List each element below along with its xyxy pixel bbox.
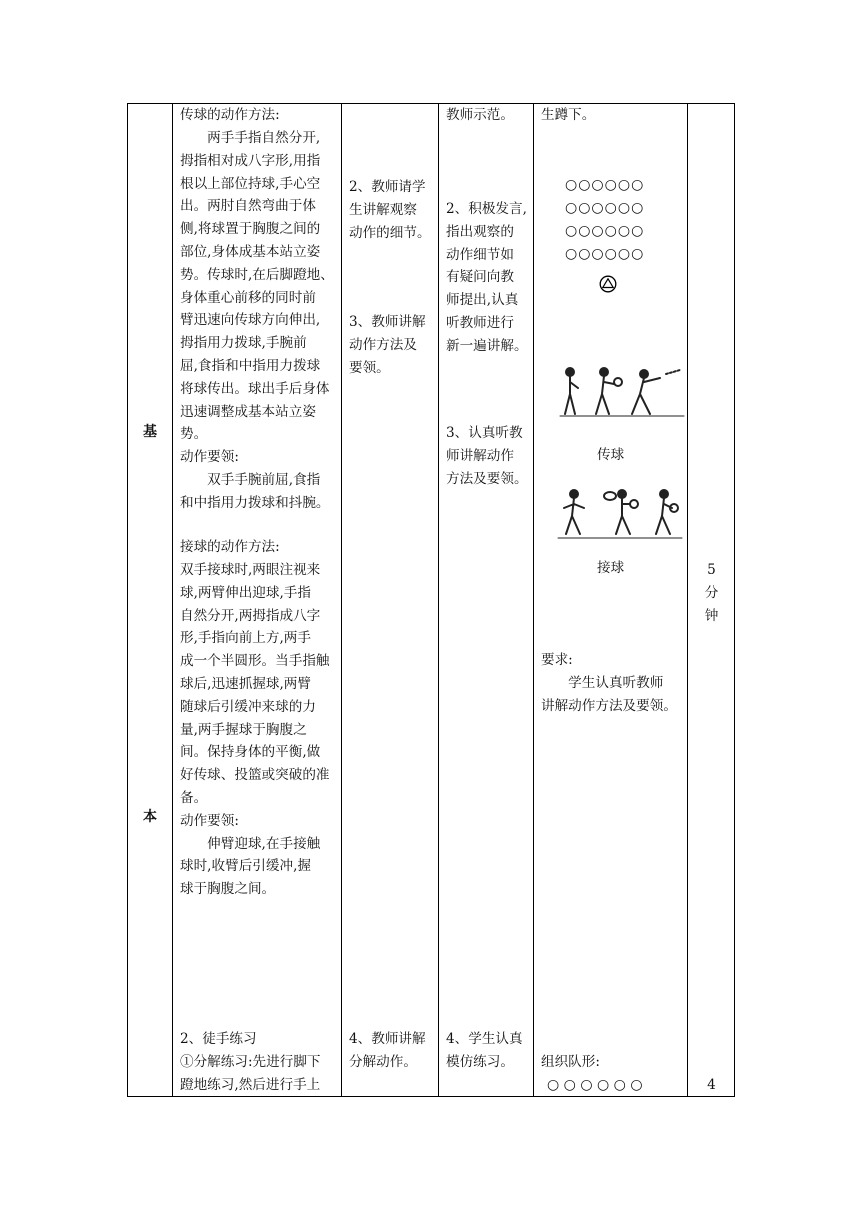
organization-top: 生蹲下。: [541, 107, 596, 123]
catch-method-title: 接球的动作方法:: [180, 539, 280, 555]
pass-method-text: 两手手指自然分开, 拇指相对成八字形,用指 根以上部位持球,手心空 出。两肘自然弯曲于体 侧,将球置于胸腹之间的 部位,身体成基本站立姿 势。传球时,在后脚蹬地、 身体重心前移的同时前 臂迅速向传球方向伸出, 拇指用力拨球,手腕前 屈,食指和中指用力拨球 将球传出。球出手后身体 迅速调整成基本站立姿 势。 动作要领: 双手手腕前屈,食指 和中指用力拨球和抖腕。: [180, 130, 334, 511]
organization-formation-title: 组织队形:: [541, 1054, 600, 1070]
time-allocation: 5 分 钟: [704, 562, 719, 624]
time-allocation-practice: 4: [707, 1077, 716, 1093]
formation-row: ○○○○○○: [565, 177, 645, 193]
catch-illustration: [552, 484, 688, 546]
lesson-plan-table: [127, 103, 735, 1097]
formation-row: ○○○○○○: [565, 246, 645, 262]
teacher-item-3: 3、教师讲解 动作方法及 要领。: [349, 314, 426, 376]
organization-formation-row: ○ ○ ○ ○ ○ ○: [547, 1077, 643, 1093]
catch-caption: 接球: [597, 560, 625, 576]
catch-method-text: 双手接球时,两眼注视来 球,两臂伸出迎球,手指 自然分开,两拇指成八字 形,手指向前上方,两手 成一个半圆形。当手指触 球后,迅速抓握球,两臂 随球后引缓冲来球的力 量,两手握球于胸腹之 间。保持身体的平衡,做 好传球、投篮或突破的准 备。 动作要领: 伸臂迎球,在手接触 球时,收臂后引缓冲,握 球于胸腹之间。: [180, 562, 330, 898]
student-item-4: 4、学生认真 模仿练习。: [446, 1031, 523, 1070]
formation-row: ○○○○○○: [565, 200, 645, 216]
column-divider: [341, 104, 342, 1096]
pass-illustration: [556, 362, 688, 426]
column-divider: [172, 104, 173, 1096]
formation-row: ○○○○○○: [565, 223, 645, 239]
column-divider: [533, 104, 534, 1096]
requirement-title: 要求:: [541, 652, 573, 668]
teacher-position-icon: [599, 275, 617, 293]
requirement-text: 学生认真听教师 讲解动作方法及要领。: [541, 675, 677, 714]
pass-caption: 传球: [597, 447, 625, 463]
pass-method-title: 传球的动作方法:: [180, 107, 280, 123]
column-divider: [438, 104, 439, 1096]
teacher-item-2: 2、教师请学 生讲解观察 动作的细节。: [349, 179, 431, 241]
teacher-item-4: 4、教师讲解 分解动作。: [349, 1031, 426, 1070]
section-label-ji: 基: [143, 424, 157, 440]
practice-text: 2、徒手练习 ①分解练习:先进行脚下 蹬地练习,然后进行手上: [180, 1031, 321, 1093]
student-item-2: 2、积极发言, 指出观察的 动作细节如 有疑问向教 师提出,认真 听教师进行 新一遍讲解。: [446, 201, 528, 354]
section-label-ben: 本: [143, 809, 157, 825]
student-demo: 教师示范。: [446, 107, 514, 123]
student-item-3: 3、认真听教 师讲解动作 方法及要领。: [446, 425, 528, 487]
